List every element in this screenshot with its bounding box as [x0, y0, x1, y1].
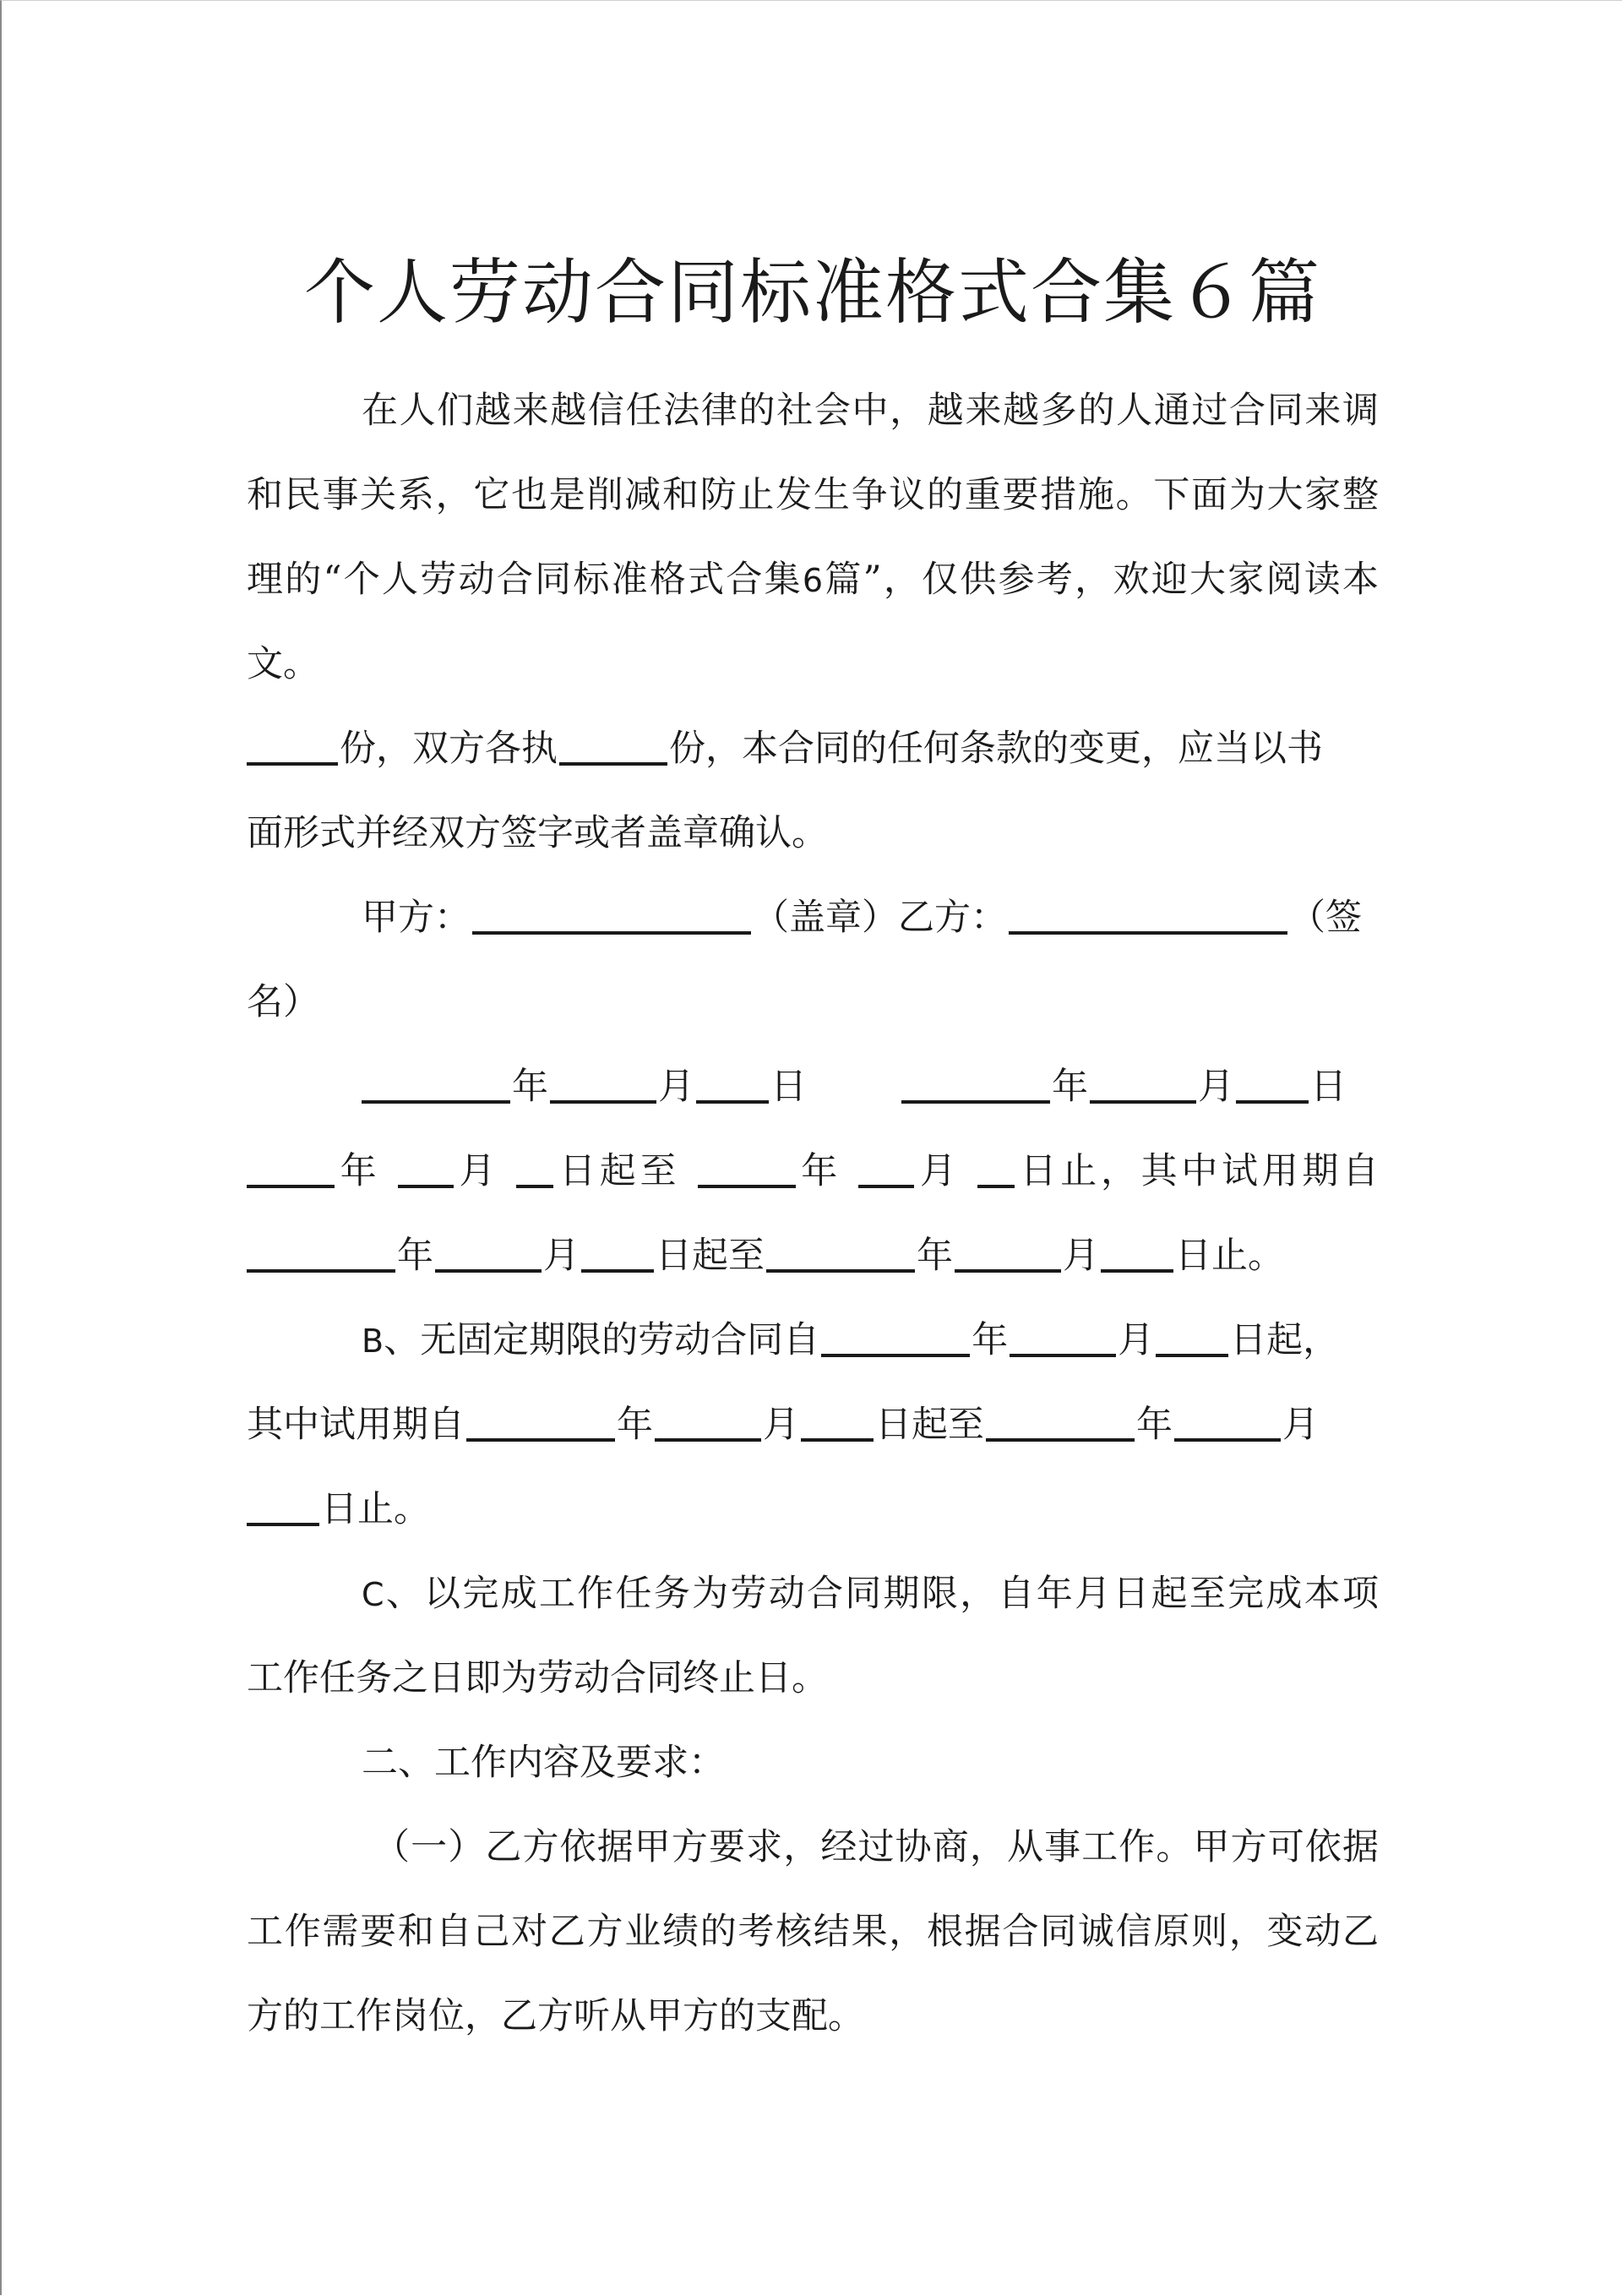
unit-year: 年 — [917, 1235, 953, 1277]
blank-field[interactable] — [1010, 1320, 1116, 1357]
unit-year: 年 — [797, 1150, 841, 1192]
clause-b-text: 、无固定期限的劳动合同自 — [384, 1319, 820, 1361]
intro-line-2: 和民事关系，它也是削减和防止发生争议的重要措施。下面为大家整 — [247, 474, 1379, 516]
clause-b-label: B — [362, 1323, 384, 1360]
unit-month: 月 — [916, 1150, 961, 1192]
unit-year: 年 — [397, 1235, 433, 1277]
unit-year: 年 — [1136, 1404, 1173, 1446]
blank-field[interactable] — [247, 1151, 335, 1188]
unit-month: 月 — [543, 1235, 580, 1277]
blank-field[interactable] — [858, 1151, 914, 1188]
unit-year: 年 — [336, 1150, 381, 1192]
copies-text-a: 份，双方各执 — [340, 728, 558, 770]
blank-field[interactable] — [550, 1066, 656, 1104]
party-a-label: 甲方： — [362, 897, 471, 939]
clause-c-line-1 — [247, 1564, 1379, 1623]
fixed-end: 日止。 — [1175, 1235, 1284, 1277]
blank-field[interactable] — [1156, 1320, 1228, 1357]
section-2-line-1: （一）乙方依据甲方要求，经过协商，从事工作。甲方可依据 — [373, 1826, 1379, 1868]
intro-number: 6 — [802, 562, 824, 599]
intro-line-3 — [247, 550, 1379, 609]
sign-open: （签 — [1289, 897, 1362, 939]
unit-year: 年 — [1052, 1066, 1088, 1108]
copies-line-2: 面形式并经双方签字或者盖章确认。 — [247, 812, 828, 854]
blank-field[interactable] — [581, 1235, 654, 1273]
blank-field[interactable] — [247, 728, 338, 766]
blank-field[interactable] — [1174, 1404, 1281, 1442]
unit-month: 月 — [1118, 1319, 1155, 1361]
parties-line — [247, 888, 1379, 947]
unit-month: 月 — [658, 1066, 694, 1108]
fixed-term-line-1 — [247, 1142, 1379, 1201]
clause-b-line-3 — [247, 1480, 1379, 1539]
unit-month: 月 — [1063, 1235, 1099, 1277]
clause-b-line-1 — [247, 1311, 1379, 1370]
sign-close: 名） — [247, 981, 319, 1023]
section-2-line-2: 工作需要和自己对乙方业绩的考核结果，根据合同诚信原则，变动乙 — [247, 1911, 1379, 1953]
clause-c-text: 、以完成工作任务为劳动合同期限，自年月日起至完成本项 — [384, 1573, 1379, 1615]
clause-b-from-to: 日起至 — [875, 1404, 984, 1446]
blank-field[interactable] — [977, 1151, 1015, 1188]
blank-field[interactable] — [398, 1151, 454, 1188]
intro-line-1: 在人们越来越信任法律的社会中，越来越多的人通过合同来调 — [362, 390, 1379, 432]
fixed-term-line-2 — [247, 1226, 1379, 1285]
clause-b-line-2 — [247, 1395, 1379, 1454]
blank-field[interactable] — [696, 1066, 769, 1104]
seal-label: （盖章）乙方： — [753, 897, 1007, 939]
unit-year: 年 — [512, 1066, 548, 1108]
blank-field[interactable] — [1090, 1066, 1196, 1104]
clause-b-day-from: 日起， — [1230, 1319, 1340, 1361]
unit-month: 月 — [454, 1150, 500, 1192]
unit-day: 日 — [770, 1066, 807, 1108]
party-a-blank[interactable] — [472, 897, 751, 935]
blank-field[interactable] — [955, 1235, 1061, 1273]
party-b-blank[interactable] — [1009, 897, 1287, 935]
blank-field[interactable] — [435, 1235, 542, 1273]
date-row — [247, 1057, 1379, 1116]
intro-line-4: 文。 — [247, 643, 319, 685]
end-probation: 日止，其中试用期自 — [1015, 1150, 1379, 1192]
clause-b-probation: 其中试用期自 — [247, 1404, 465, 1446]
unit-month: 月 — [763, 1404, 799, 1446]
blank-field[interactable] — [516, 1151, 553, 1188]
unit-month: 月 — [1282, 1404, 1319, 1446]
unit-year: 年 — [617, 1404, 653, 1446]
blank-field[interactable] — [766, 1235, 915, 1273]
unit-month: 月 — [1198, 1066, 1234, 1108]
unit-year: 年 — [972, 1319, 1009, 1361]
blank-field[interactable] — [559, 728, 667, 766]
blank-field[interactable] — [466, 1404, 615, 1442]
blank-field[interactable] — [986, 1404, 1135, 1442]
section-2-heading: 二、工作内容及要求： — [362, 1742, 725, 1784]
blank-field[interactable] — [698, 1151, 796, 1188]
blank-field[interactable] — [362, 1066, 510, 1104]
section-2-line-3: 方的工作岗位，乙方听从甲方的支配。 — [247, 1995, 864, 2037]
unit-day: 日 — [1310, 1066, 1347, 1108]
blank-field[interactable] — [1101, 1235, 1173, 1273]
document-title: 个人劳动合同标准格式合集６篇 — [303, 251, 1321, 334]
from-to: 日起至 — [555, 1150, 681, 1192]
blank-field[interactable] — [801, 1404, 874, 1442]
blank-field[interactable] — [247, 1235, 395, 1273]
intro-line-3b: 篇”，仅供参考，欢迎大家阅读本 — [823, 559, 1379, 601]
blank-field[interactable] — [247, 1489, 319, 1526]
clause-c-line-2: 工作任务之日即为劳动合同终止日。 — [247, 1657, 828, 1699]
clause-b-end: 日止。 — [321, 1488, 430, 1530]
blank-field[interactable] — [1236, 1066, 1309, 1104]
intro-line-3a: 理的“个人劳动合同标准格式合集 — [247, 559, 803, 601]
from-to-2: 日起至 — [656, 1235, 765, 1277]
blank-field[interactable] — [821, 1320, 970, 1357]
copies-text-b: 份，本合同的任何条款的变更，应当以书 — [669, 728, 1323, 770]
clause-c-label: C — [362, 1576, 384, 1613]
copies-line-1 — [247, 719, 1379, 778]
blank-field[interactable] — [655, 1404, 761, 1442]
blank-field[interactable] — [901, 1066, 1050, 1104]
